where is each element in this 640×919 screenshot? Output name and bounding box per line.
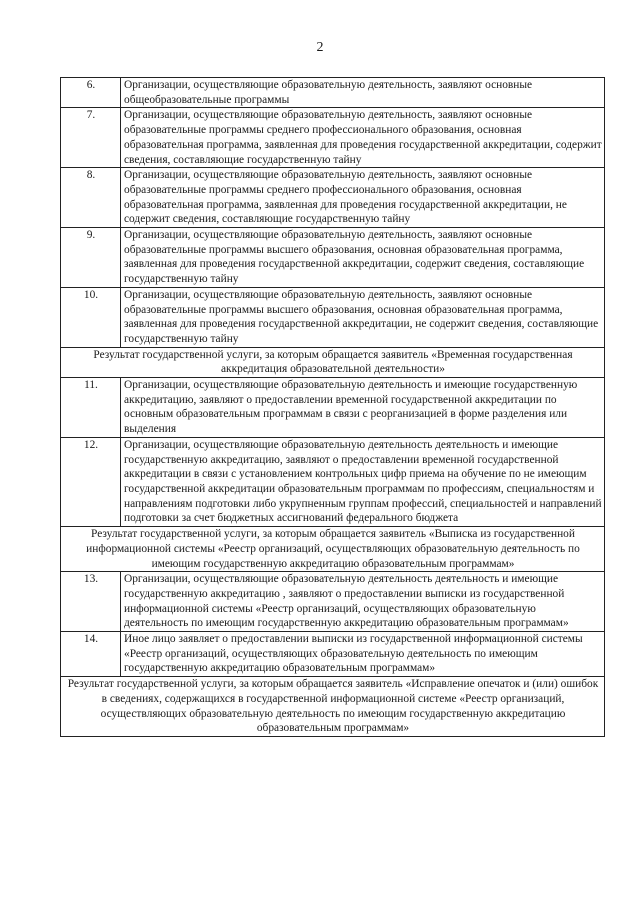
row-number: 8.	[61, 168, 121, 228]
row-text: Организации, осуществляющие образовательную деятельность и имеющие государственную аккредитацию, заявляют о предоставлении временной государственной аккредитации по основным образовательным программам в связи с реорганизацией в форме разделения или выделения	[121, 378, 605, 438]
table-row	[61, 572, 605, 632]
row-text: Организации, осуществляющие образовательную деятельность, заявляют основные образовательные программы высшего образования, основная образовательная программа, заявленная для проведения государственной аккредитации, содержит сведения, составляющие государственную тайну	[121, 228, 605, 288]
row-number: 6.	[61, 78, 121, 108]
applicant-categories-table	[60, 77, 605, 737]
row-text: Организации, осуществляющие образовательную деятельность деятельность и имеющие государственную аккредитацию , заявляют о предоставлении выписки из государственной информационной системы «Реестр организаций, осуществляющих образовательную деятельность по имеющим государственную аккредитацию образовательным программам»	[121, 572, 605, 632]
row-text: Организации, осуществляющие образовательную деятельность, заявляют основные образовательные программы среднего профессионального образования, основная образовательная программа, заявленная для проведения государственной аккредитации, не содержит сведения, составляющие государственную тайну	[121, 168, 605, 228]
table-row	[61, 168, 605, 228]
result-header: Результат государственной услуги, за которым обращается заявитель «Исправление опечаток и (или) ошибок в сведениях, содержащихся в государственной информационной системе «Реестр организаций, осуществляющих образовательную деятельность по имеющим государственную аккредитацию образовательным программам»	[61, 677, 605, 737]
row-number: 9.	[61, 228, 121, 288]
row-number: 10.	[61, 287, 121, 347]
row-number: 12.	[61, 437, 121, 526]
result-header: Результат государственной услуги, за которым обращается заявитель «Выписка из государственной информационной системы «Реестр организаций, осуществляющих образовательную деятельность по имеющим государственную аккредитацию образовательным программам»	[61, 527, 605, 572]
table-row	[61, 108, 605, 168]
table-row	[61, 78, 605, 108]
row-number: 7.	[61, 108, 121, 168]
table-row	[61, 228, 605, 288]
result-header-row	[61, 527, 605, 572]
result-header: Результат государственной услуги, за которым обращается заявитель «Временная государственная аккредитация образовательной деятельности»	[61, 347, 605, 377]
table-row	[61, 632, 605, 677]
row-text: Иное лицо заявляет о предоставлении выписки из государственной информационной системы «Реестр организаций, осуществляющих образовательную деятельность по имеющим государственную аккредитацию образовательным программам»	[121, 632, 605, 677]
row-text: Организации, осуществляющие образовательную деятельность, заявляют основные образовательные программы высшего образования, основная образовательная программа, заявленная для проведения государственной аккредитации, не содержит сведения, составляющие государственную тайну	[121, 287, 605, 347]
table-row	[61, 287, 605, 347]
table-row	[61, 378, 605, 438]
result-header-row	[61, 347, 605, 377]
row-text: Организации, осуществляющие образовательную деятельность, заявляют основные образовательные программы среднего профессионального образования, основная образовательная программа, заявленная для проведения государственной аккредитации, содержит сведения, составляющие государственную тайну	[121, 108, 605, 168]
page-number: 2	[316, 40, 324, 55]
row-number: 11.	[61, 378, 121, 438]
row-text: Организации, осуществляющие образовательную деятельность деятельность и имеющие государственную аккредитацию, заявляют о предоставлении временной государственной аккредитации в связи с установлением контрольных цифр приема на обучение по не имеющим государственной аккредитации образовательным программам по профессиям, специальностям и направлениям подготовки либо укрупненным группам профессий, специальностей и направлений подготовки за счет бюджетных ассигнований федерального бюджета	[121, 437, 605, 526]
row-number: 13.	[61, 572, 121, 632]
row-number: 14.	[61, 632, 121, 677]
row-text: Организации, осуществляющие образовательную деятельность, заявляют основные общеобразовательные программы	[121, 78, 605, 108]
result-header-row	[61, 677, 605, 737]
table-row	[61, 437, 605, 526]
